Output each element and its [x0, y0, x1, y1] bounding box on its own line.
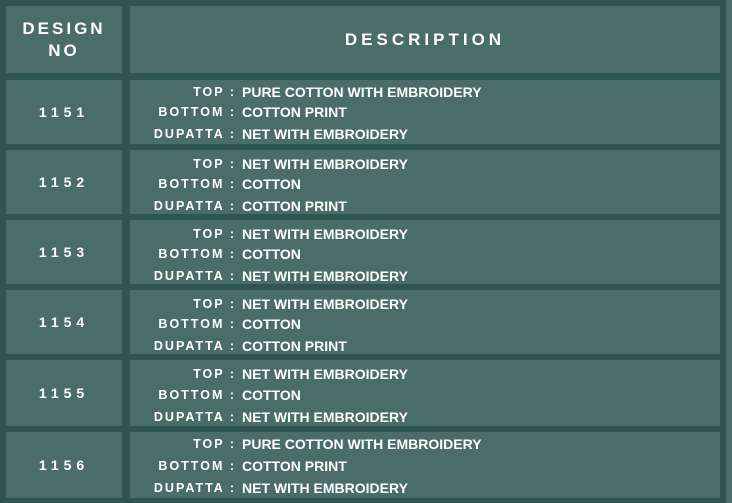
line-value: NET WITH EMBROIDERY: [242, 480, 408, 496]
line-label: BOTTOM :: [158, 177, 236, 191]
line-value: NET WITH EMBROIDERY: [242, 409, 408, 425]
description-line: [130, 82, 720, 102]
line-label: BOTTOM :: [158, 388, 236, 402]
line-value: NET WITH EMBROIDERY: [242, 366, 408, 382]
line-label: DUPATTA :: [153, 199, 236, 213]
line-label: TOP :: [193, 297, 236, 311]
description-line: [130, 456, 720, 476]
design-no-header-line2: NO: [48, 40, 80, 60]
description-line: [130, 102, 720, 122]
description-header: [130, 6, 720, 73]
description-line: [130, 266, 720, 286]
line-label: BOTTOM :: [158, 459, 236, 473]
line-value: NET WITH EMBROIDERY: [242, 268, 408, 284]
description-line: [130, 314, 720, 334]
design-no-value: 1151: [38, 104, 90, 120]
description-cell: [130, 150, 720, 214]
line-value: COTTON PRINT: [242, 198, 347, 214]
line-label: DUPATTA :: [153, 410, 236, 424]
line-value: NET WITH EMBROIDERY: [242, 226, 408, 242]
line-label: TOP :: [193, 85, 236, 99]
line-label: TOP :: [193, 157, 236, 171]
description-line: [130, 434, 720, 454]
description-cell: [130, 432, 720, 498]
line-value: NET WITH EMBROIDERY: [242, 126, 408, 142]
description-cell: [130, 80, 720, 144]
design-no-value: 1155: [38, 385, 90, 401]
description-line: [130, 385, 720, 405]
description-line: [130, 478, 720, 498]
right-edge-column: [726, 0, 732, 503]
line-label: TOP :: [193, 437, 236, 451]
description-line: [130, 154, 720, 174]
line-value: COTTON: [242, 316, 301, 332]
line-value: PURE COTTON WITH EMBROIDERY: [242, 436, 482, 452]
description-line: [130, 174, 720, 194]
line-label: BOTTOM :: [158, 317, 236, 331]
description-line: [130, 294, 720, 314]
description-line: [130, 124, 720, 144]
description-line: [130, 196, 720, 216]
line-label: BOTTOM :: [158, 105, 236, 119]
design-no-value: 1154: [38, 314, 90, 330]
description-line: [130, 364, 720, 384]
line-value: COTTON: [242, 387, 301, 403]
line-value: COTTON PRINT: [242, 104, 347, 120]
line-label: DUPATTA :: [153, 127, 236, 141]
line-label: BOTTOM :: [158, 247, 236, 261]
description-line: [130, 336, 720, 356]
design-no-value: 1152: [38, 174, 90, 190]
line-value: COTTON: [242, 176, 301, 192]
description-cell: [130, 220, 720, 284]
design-no-value: 1153: [38, 244, 90, 260]
line-value: NET WITH EMBROIDERY: [242, 156, 408, 172]
description-line: [130, 224, 720, 244]
description-header-label: DESCRIPTION: [344, 29, 506, 49]
description-cell: [130, 290, 720, 354]
description-line: [130, 244, 720, 264]
line-value: COTTON PRINT: [242, 338, 347, 354]
line-value: NET WITH EMBROIDERY: [242, 296, 408, 312]
line-label: TOP :: [193, 367, 236, 381]
design-no-header: [6, 6, 122, 73]
line-label: DUPATTA :: [153, 339, 236, 353]
description-cell: [130, 360, 720, 426]
design-no-header-line1: DESIGN: [22, 18, 106, 38]
line-label: DUPATTA :: [153, 269, 236, 283]
description-line: [130, 407, 720, 427]
line-label: TOP :: [193, 227, 236, 241]
design-no-value: 1156: [38, 457, 90, 473]
line-label: DUPATTA :: [153, 481, 236, 495]
line-value: COTTON PRINT: [242, 458, 347, 474]
line-value: COTTON: [242, 246, 301, 262]
line-value: PURE COTTON WITH EMBROIDERY: [242, 84, 482, 100]
